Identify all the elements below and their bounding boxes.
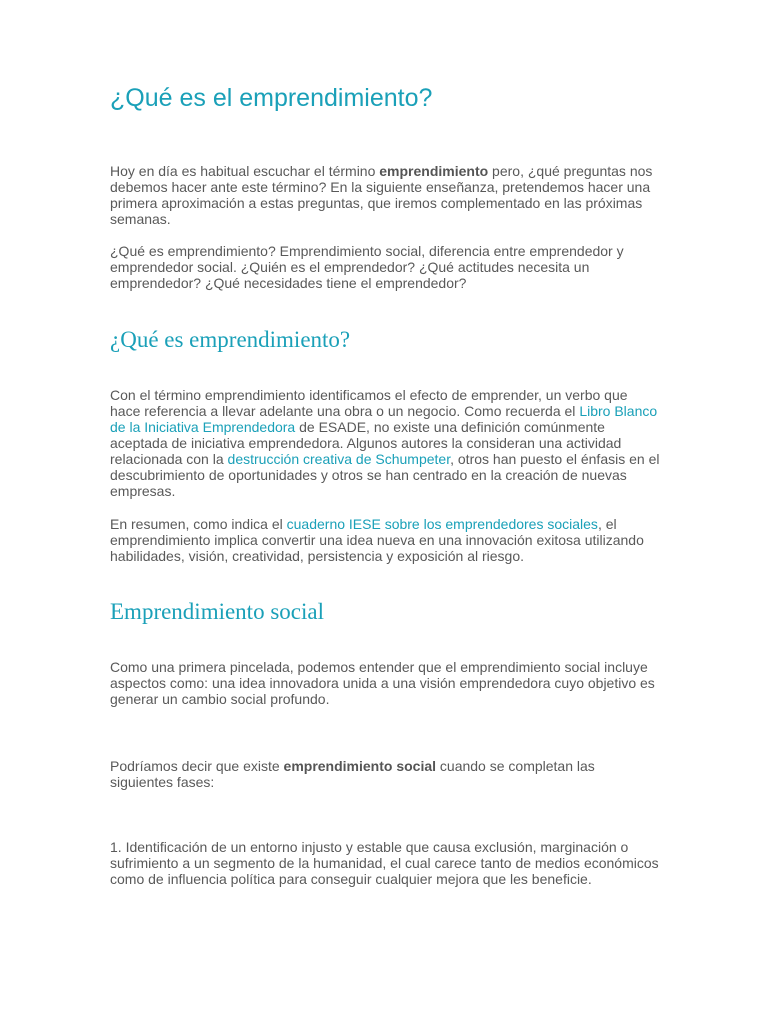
summary-paragraph [110, 516, 660, 564]
intro-text-1: Hoy en día es habitual escuchar el término [110, 163, 380, 179]
section-heading-emprendimiento-social: Emprendimiento social [110, 599, 324, 624]
intro-bold-term: emprendimiento [379, 163, 489, 179]
definition-text-2: de ESADE, no existe una definición comúnmente aceptada de iniciativa emprendedora. Algunos autores la consideran una actividad relacionada con la [110, 419, 622, 467]
social-intro-paragraph: Como una primera pincelada, podemos entender que el emprendimiento social incluye aspectos como: una idea innovadora unida a una visión emprendedora cuyo objetivo es generar un cambio social profundo. [110, 659, 655, 707]
libro-blanco-link[interactable]: Libro Blanco de la Iniciativa Emprendedora [110, 403, 658, 435]
cuaderno-iese-link[interactable]: cuaderno IESE sobre los emprendedores sociales [286, 516, 598, 532]
definition-text-3: , otros han puesto el énfasis en el descubrimiento de oportunidades y otros se han centrado en la creación de nuevas empresas. [110, 451, 660, 499]
phases-bold-term: emprendimiento social [283, 758, 437, 774]
definition-text-1: Con el término emprendimiento identificamos el efecto de emprender, un verbo que hace referencia a llevar adelante una obra o un negocio. Como recuerda el [110, 387, 628, 419]
phases-text-1: Podríamos decir que existe [110, 758, 284, 774]
intro-paragraph [110, 163, 660, 227]
page-title: ¿Qué es el emprendimiento? [110, 84, 433, 112]
phases-text-2: cuando se completan las siguientes fases: [110, 758, 595, 790]
definition-paragraph [110, 387, 660, 499]
phases-intro-paragraph [110, 758, 660, 790]
schumpeter-link[interactable]: destrucción creativa de Schumpeter [227, 451, 451, 467]
summary-text-2: , el emprendimiento implica convertir una idea nueva en una innovación exitosa utilizando habilidades, visión, creatividad, persistencia y exposición al riesgo. [110, 516, 644, 564]
section-heading-que-es: ¿Qué es emprendimiento? [110, 327, 351, 352]
summary-text-1: En resumen, como indica el [110, 516, 287, 532]
phase-item-1: 1. Identificación de un entorno injusto y estable que causa exclusión, marginación o sufrimiento a un segmento de la humanidad, el cual carece tanto de medios económicos como de influencia política para conseguir cualquier mejora que les beneficie. [110, 839, 659, 887]
intro-text-2: pero, ¿qué preguntas nos debemos hacer ante este término? En la siguiente enseñanza, pretendemos hacer una primera aproximación a estas preguntas, que iremos complementado en las próximas semanas. [110, 163, 653, 227]
questions-paragraph: ¿Qué es emprendimiento? Emprendimiento social, diferencia entre emprendedor y emprendedor social. ¿Quién es el emprendedor? ¿Qué actitudes necesita un emprendedor? ¿Qué necesidades tiene el emprendedor? [110, 243, 624, 291]
